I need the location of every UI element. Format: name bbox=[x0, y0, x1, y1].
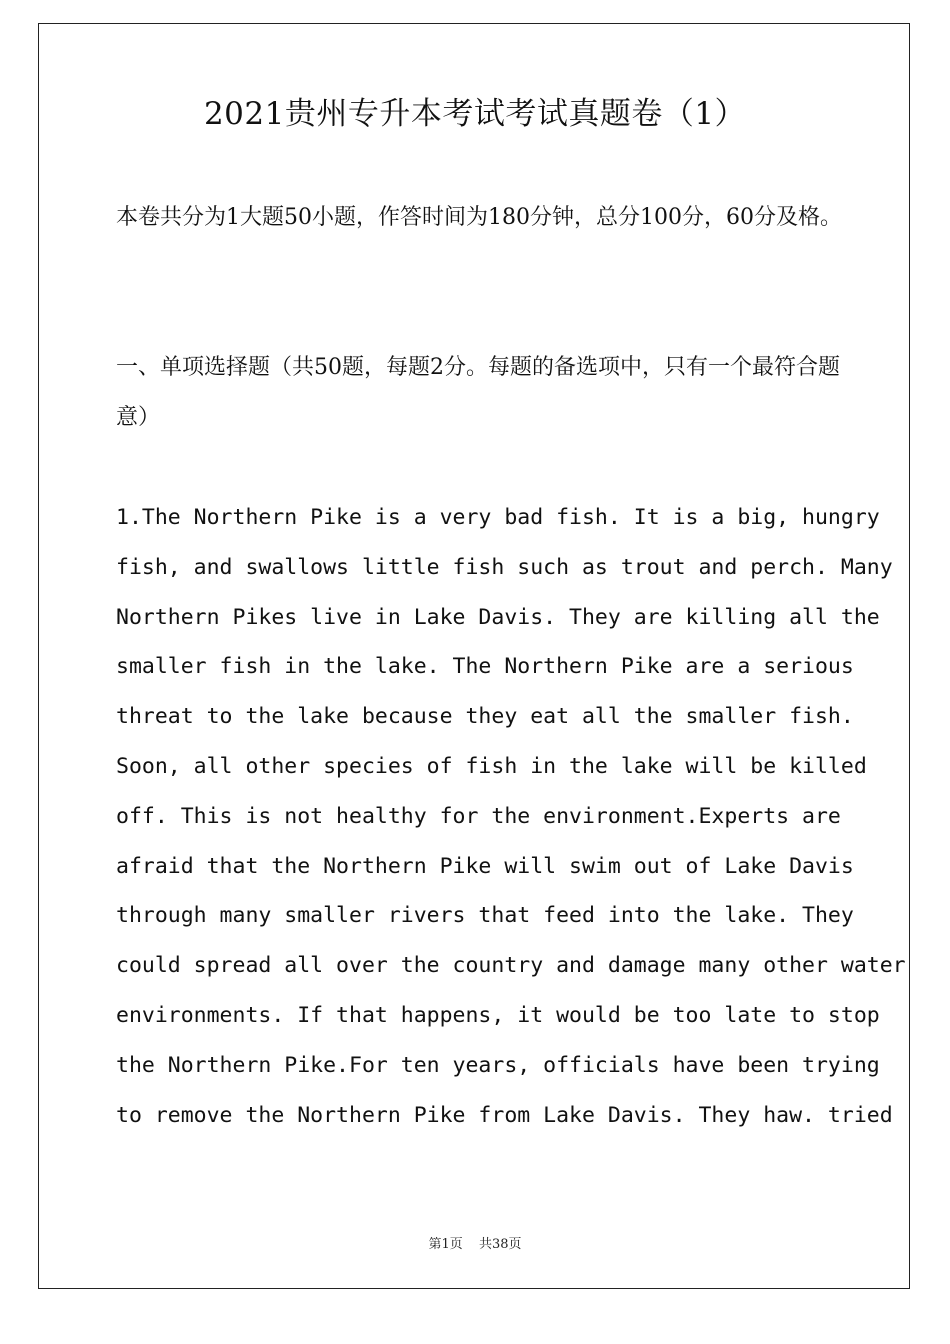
passage-line: fish, and swallows little fish such as trout and perch. Many bbox=[116, 554, 893, 580]
document-title: 2021贵州专升本考试考试真题卷（1） bbox=[203, 96, 747, 132]
passage-line: environments. If that happens, it would be too late to stop bbox=[116, 1002, 880, 1028]
passage-line: Northern Pikes live in Lake Davis. They are killing all the bbox=[116, 604, 880, 630]
page-footer bbox=[0, 1233, 950, 1252]
page-total: 共38页 bbox=[478, 1237, 522, 1252]
passage-line: off. This is not healthy for the environment.Experts are bbox=[116, 803, 841, 829]
exam-intro: 本卷共分为1大题50小题，作答时间为180分钟，总分100分，60分及格。 bbox=[116, 205, 842, 230]
page-number: 第1页 bbox=[428, 1237, 463, 1252]
passage-line: to remove the Northern Pike from Lake Davis. They haw. tried bbox=[116, 1102, 893, 1128]
section-heading: 一、单项选择题（共50题，每题2分。每题的备选项中，只有一个最符合题意） bbox=[116, 355, 840, 430]
question-1-passage bbox=[116, 493, 906, 1140]
passage-line: 1.The Northern Pike is a very bad fish. It is a big, hungry bbox=[116, 505, 880, 530]
passage-line: through many smaller rivers that feed into the lake. They bbox=[116, 903, 854, 929]
passage-line: threat to the lake because they eat all the smaller fish. bbox=[116, 704, 854, 730]
passage-line: the Northern Pike.For ten years, officials have been trying bbox=[116, 1052, 880, 1078]
passage-line: could spread all over the country and damage many other water bbox=[116, 953, 906, 979]
passage-line: afraid that the Northern Pike will swim out of Lake Davis bbox=[116, 853, 854, 879]
passage-line: smaller fish in the lake. The Northern Pike are a serious bbox=[116, 654, 854, 680]
passage-line: Soon, all other species of fish in the lake will be killed bbox=[116, 753, 867, 779]
